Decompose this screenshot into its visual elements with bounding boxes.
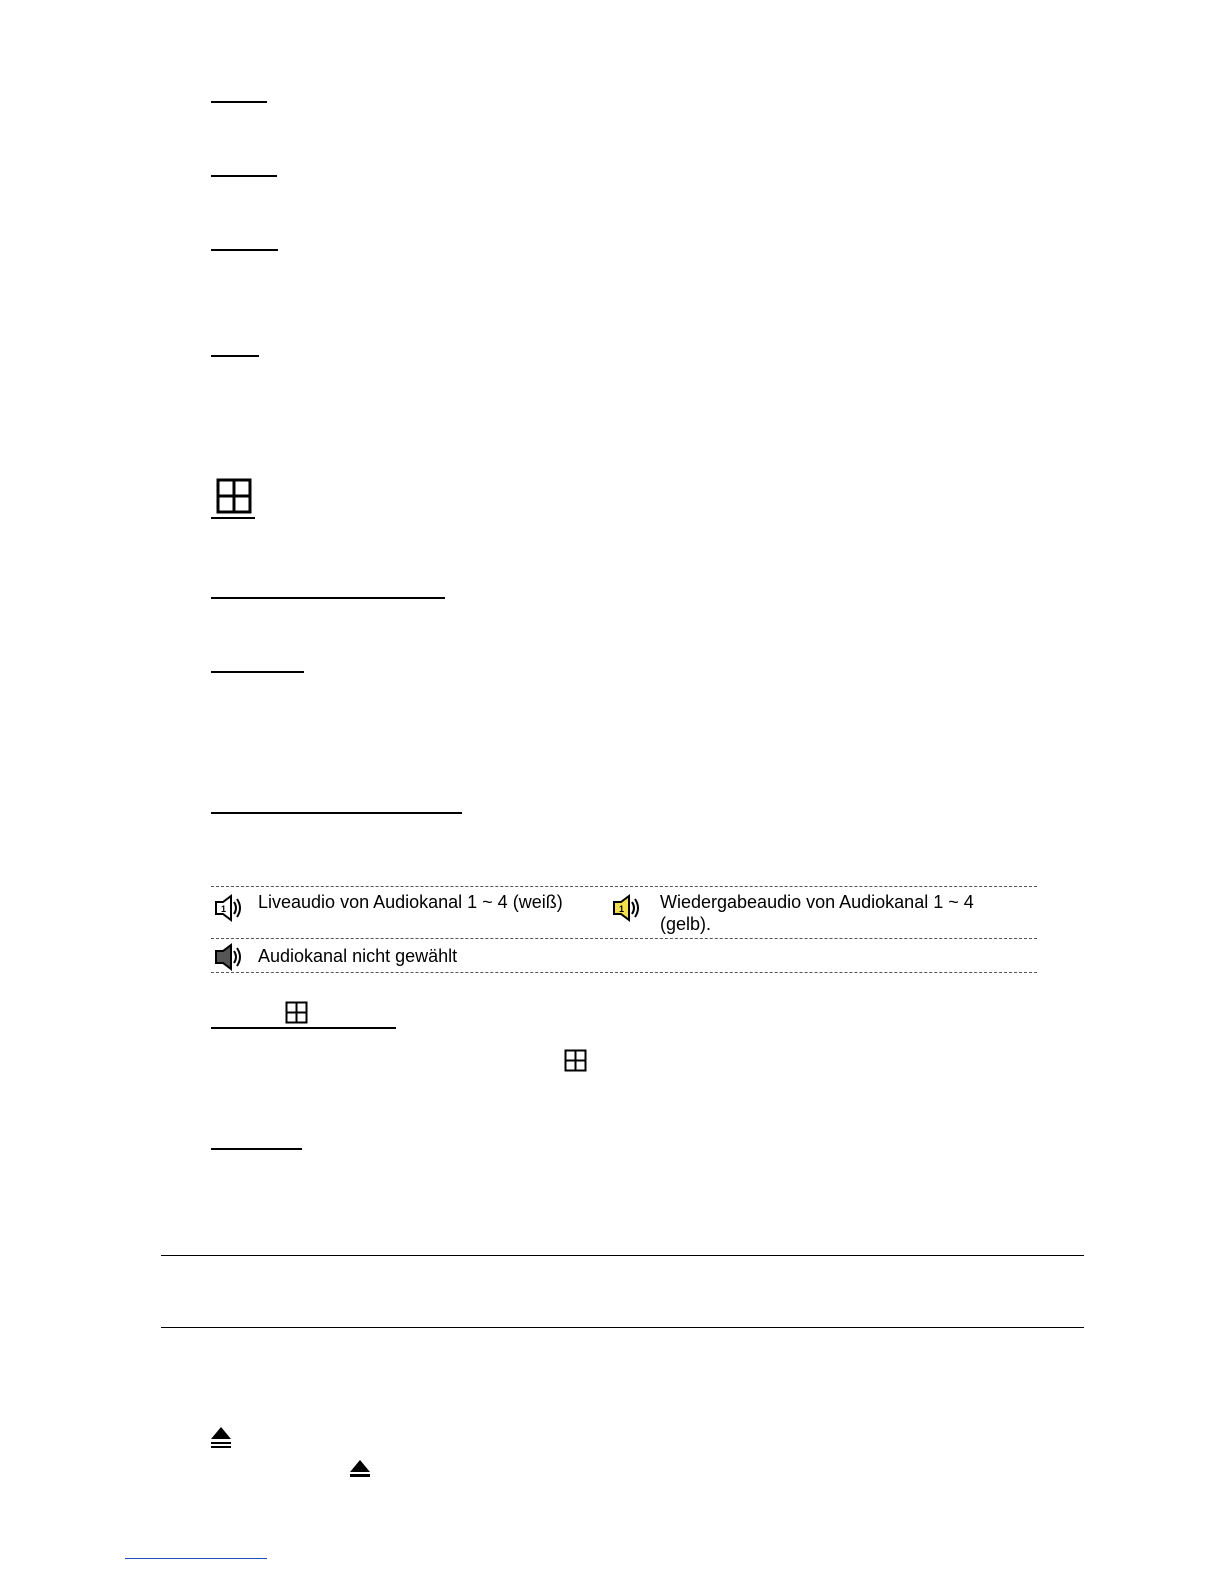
speaker-playback-audio-icon bbox=[611, 893, 641, 923]
audio-legend-playback-text: Wiedergabeaudio von Audiokanal 1 ~ 4 (gelb). bbox=[660, 892, 974, 934]
eject-icon bbox=[348, 1459, 372, 1479]
table-border-bottom bbox=[211, 972, 1037, 973]
svg-text:1: 1 bbox=[221, 904, 227, 914]
svg-text:1: 1 bbox=[619, 904, 625, 914]
quad-view-icon bbox=[564, 1049, 587, 1072]
heading-underline-6 bbox=[211, 671, 304, 673]
speaker-not-selected-icon bbox=[213, 942, 243, 972]
heading-underline-quad bbox=[211, 517, 255, 519]
audio-legend-live-text: Liveaudio von Audiokanal 1 ~ 4 (weiß) bbox=[258, 892, 563, 912]
heading-underline-3 bbox=[211, 249, 278, 251]
quad-view-icon bbox=[216, 478, 252, 514]
audio-legend-not-selected-text: Audiokanal nicht gewählt bbox=[258, 946, 458, 966]
eject-icon bbox=[209, 1425, 233, 1451]
note-rule-bottom bbox=[161, 1327, 1084, 1328]
table-border-top bbox=[211, 886, 1037, 887]
quad-view-icon bbox=[285, 1001, 308, 1024]
heading-underline-7 bbox=[211, 812, 462, 814]
heading-underline-2 bbox=[211, 175, 277, 177]
heading-underline-5 bbox=[211, 597, 445, 599]
heading-underline-8 bbox=[211, 1027, 396, 1029]
footer-link-underline[interactable] bbox=[125, 1558, 267, 1559]
heading-underline-4 bbox=[211, 355, 259, 357]
note-rule-top bbox=[161, 1255, 1084, 1256]
heading-underline-9 bbox=[211, 1148, 302, 1150]
speaker-live-audio-icon bbox=[213, 893, 243, 923]
heading-underline-1 bbox=[211, 101, 267, 103]
table-border-middle bbox=[211, 938, 1037, 939]
